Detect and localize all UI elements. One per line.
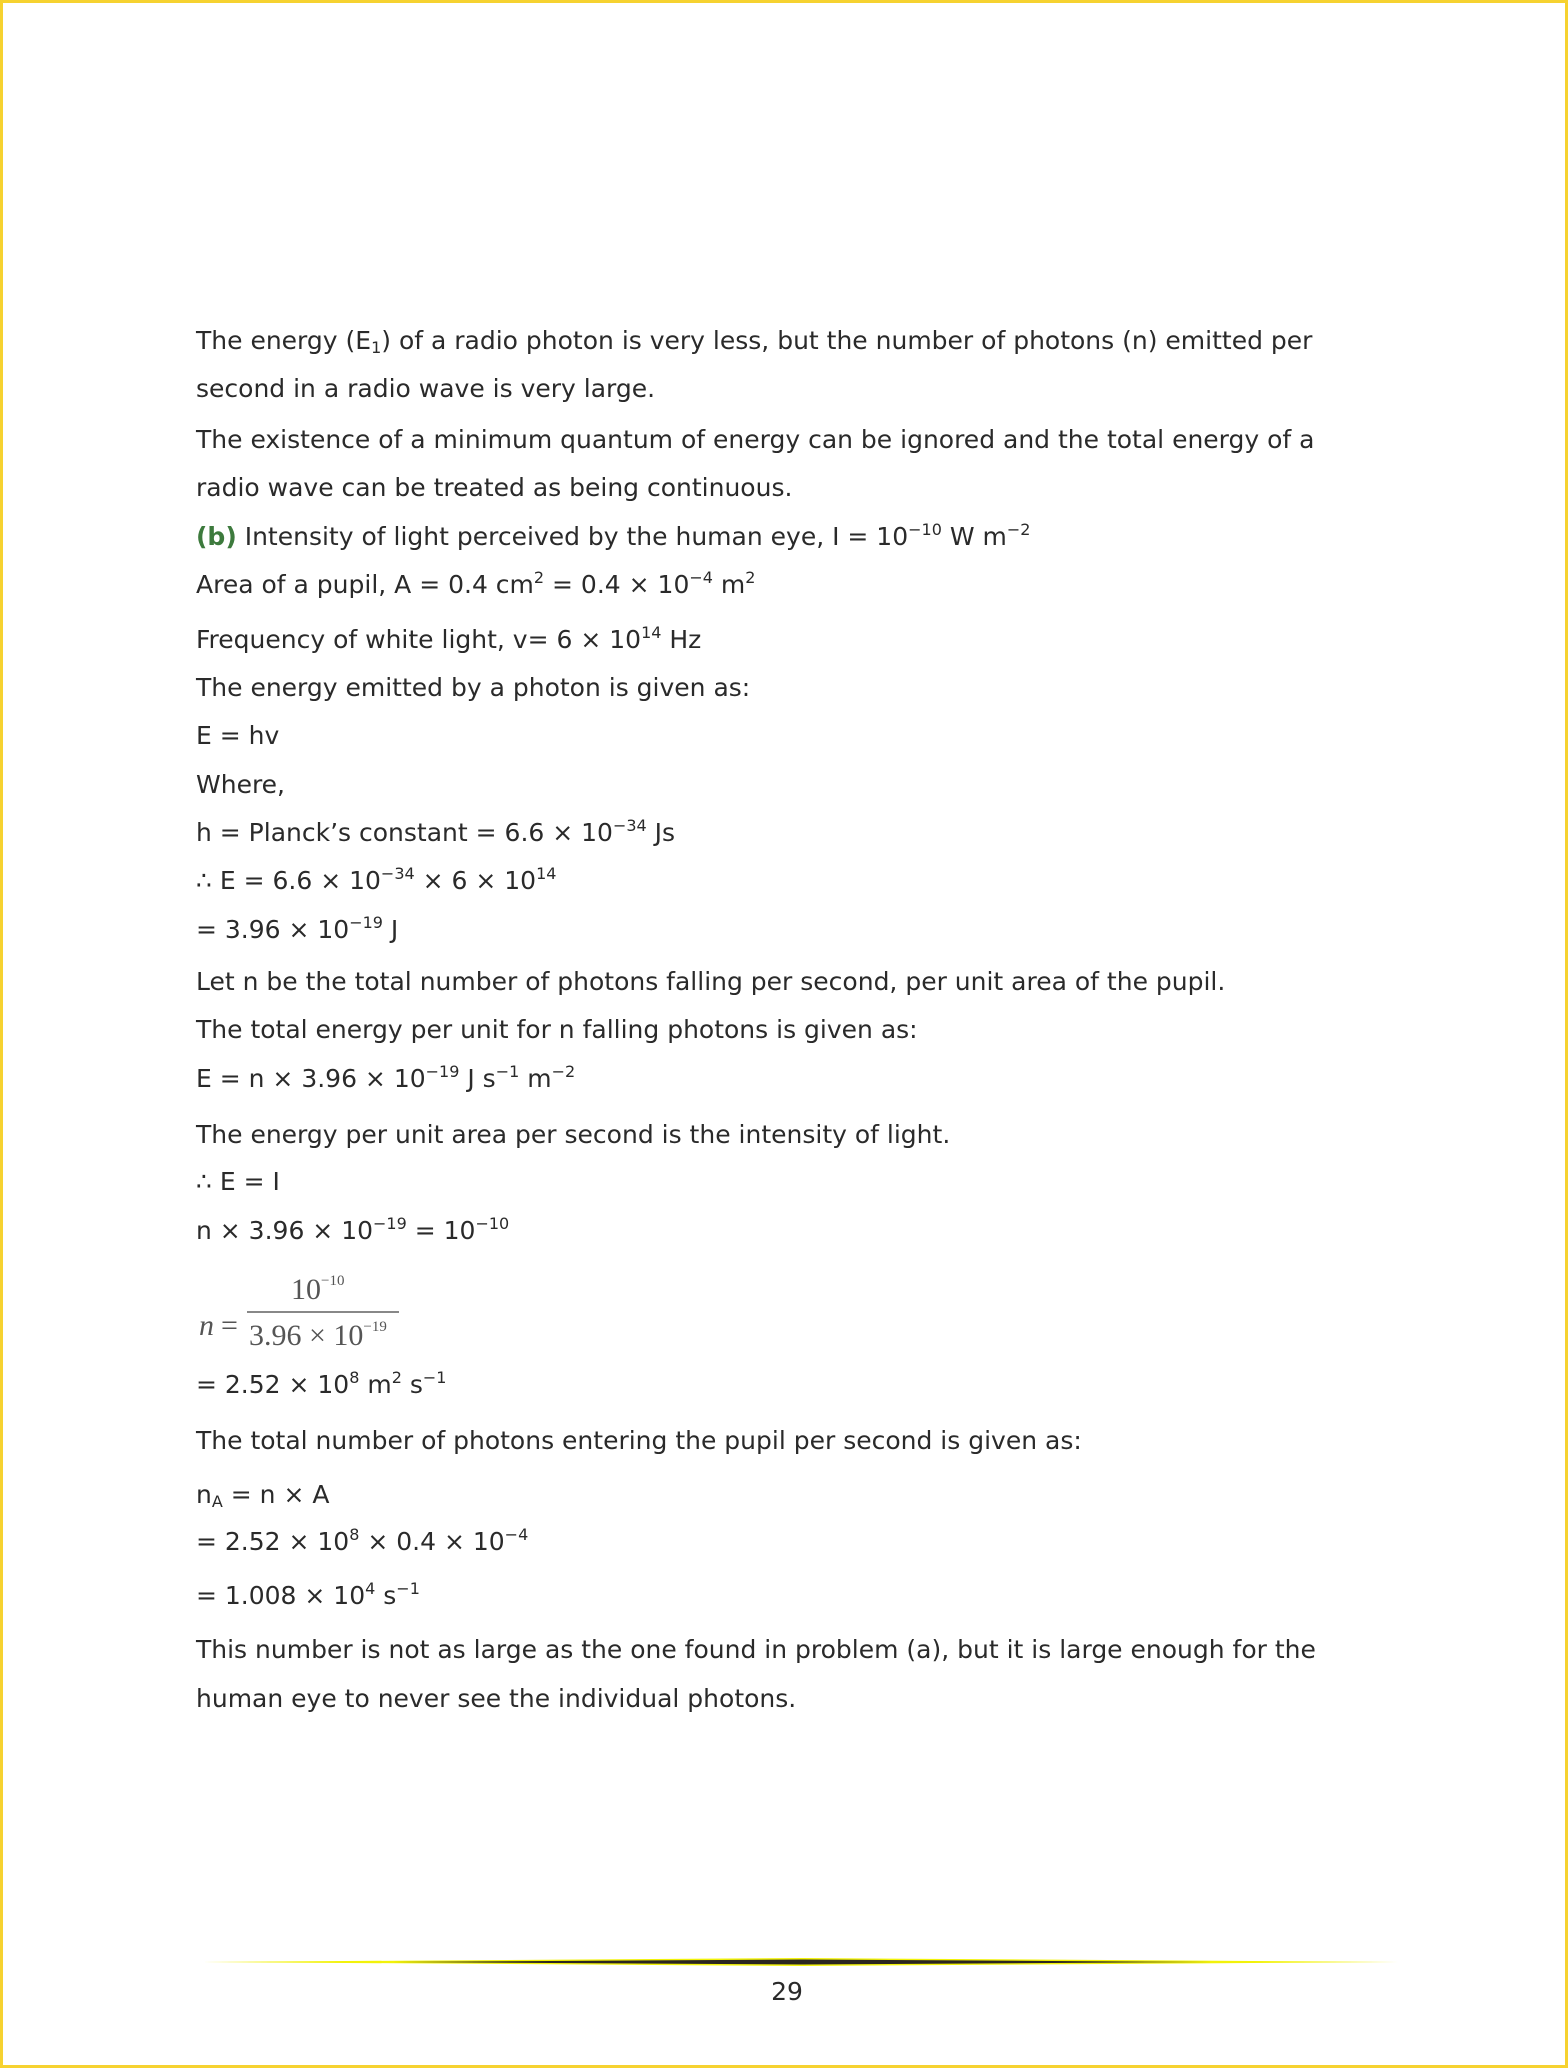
fraction-numerator [291,1273,344,1307]
text-segment: ∴ E = 6.6 × 10 [196,866,381,895]
text-line [196,473,792,503]
superscript: 2 [391,1368,402,1387]
text-line [196,570,755,600]
superscript: −10 [475,1214,510,1233]
superscript: 14 [536,864,557,883]
superscript: 14 [641,623,662,642]
text-line [196,1370,446,1400]
text-segment: = n × A [222,1480,330,1509]
text-segment: The energy per unit area per second is the intensity of light. [196,1120,951,1149]
superscript: −4 [504,1525,529,1544]
text-segment: = 10 [406,1216,476,1245]
text-line [196,1120,950,1150]
text-line [196,770,285,800]
text-line [196,1064,575,1094]
text-segment: m [359,1370,392,1399]
text-segment: m [519,1064,552,1093]
text-line [196,967,1225,997]
text-segment: s [375,1581,397,1610]
superscript: 8 [349,1525,360,1544]
text-line [196,721,279,751]
text-line [196,866,556,896]
superscript: 2 [745,568,756,587]
text-line [196,425,1315,455]
superscript: 2 [533,568,545,587]
text-segment: The existence of a minimum quantum of energy can be ignored and the total energy of a [196,425,1315,454]
text-line [196,1426,1082,1456]
text-segment: J [382,915,399,944]
text-segment: Let n be the total number of photons falling per second, per unit area of the pupil. [196,967,1226,996]
numerator-exponent: −10 [321,1273,345,1289]
text-line [196,1216,509,1246]
text-segment: = 3.96 × 10 [196,915,350,944]
superscript: −2 [1006,520,1031,539]
text-segment: ) of a radio photon is very less, but the number of photons (n) emitted per [381,326,1313,355]
superscript: −19 [349,913,383,932]
superscript: −19 [373,1214,407,1233]
text-segment: The energy (E [196,326,372,355]
superscript: −4 [689,568,713,587]
superscript: −1 [495,1062,520,1081]
text-line [196,625,701,655]
footer-rule [203,1958,1403,1966]
fraction-equals: = [221,1309,238,1342]
text-segment: s [401,1370,423,1399]
text-segment: Js [646,818,676,847]
superscript: −1 [396,1579,420,1598]
text-segment: = 0.4 × 10 [544,570,690,599]
text-line [196,522,1030,552]
text-segment: = 2.52 × 10 [196,1370,350,1399]
text-segment: E = hv [196,721,280,750]
part-label: (b) [196,522,237,551]
text-segment: Area of a pupil, A = 0.4 cm [196,570,534,599]
text-segment: second in a radio wave is very large. [196,374,656,403]
text-line [196,1684,796,1714]
text-segment: The energy emitted by a photon is given as: [196,673,751,702]
text-segment: radio wave can be treated as being continuous. [196,473,793,502]
text-line [196,1635,1316,1665]
text-segment: Hz [661,625,702,654]
text-segment: m [712,570,746,599]
superscript: −19 [425,1062,460,1081]
superscript: −2 [551,1062,576,1081]
text-segment: = 1.008 × 10 [196,1581,366,1610]
subscript: A [211,1492,223,1511]
numerator-base: 10 [291,1273,321,1306]
text-line [196,374,655,404]
fraction-lhs: n [199,1309,214,1342]
superscript: −10 [908,520,942,539]
text-segment: The total number of photons entering the pupil per second is given as: [196,1426,1082,1455]
text-line [196,915,398,945]
text-segment: n [196,1480,212,1509]
text-line [196,1480,329,1510]
superscript: −1 [422,1368,447,1387]
denominator-exponent: −19 [363,1319,387,1335]
text-segment: E = n × 3.96 × 10 [196,1064,426,1093]
text-segment: h = Planck’s constant = 6.6 × 10 [196,818,613,847]
text-line [196,1167,280,1197]
superscript: −34 [612,816,647,835]
page-number: 29 [771,1977,803,2006]
text-segment: n × 3.96 × 10 [196,1216,374,1245]
text-segment: J s [459,1064,496,1093]
text-line [196,673,750,703]
fraction-denominator [249,1319,387,1353]
text-segment: This number is not as large as the one found in problem (a), but it is large enough for the [196,1635,1316,1664]
text-segment: human eye to never see the individual photons. [196,1684,797,1713]
text-line [196,818,675,848]
text-segment: = 2.52 × 10 [196,1527,350,1556]
superscript: 4 [365,1579,376,1598]
text-segment: Intensity of light perceived by the human eye, I = 10 [236,522,909,551]
text-segment: ∴ E = I [196,1167,280,1196]
text-segment: × 6 × 10 [414,866,537,895]
denominator-base: 3.96 × 10 [249,1319,364,1352]
superscript: 8 [349,1368,360,1387]
subscript: 1 [371,338,382,357]
text-segment: The total energy per unit for n falling photons is given as: [196,1015,918,1044]
text-line [196,1527,528,1557]
text-line [196,326,1312,356]
superscript: −34 [380,864,415,883]
text-segment: Frequency of white light, v= 6 × 10 [196,625,642,654]
text-segment: × 0.4 × 10 [359,1527,505,1556]
text-segment: Where, [196,770,286,799]
text-line [196,1015,918,1045]
fraction-bar [247,1311,399,1313]
text-segment: W m [941,522,1007,551]
text-line [196,1581,420,1611]
